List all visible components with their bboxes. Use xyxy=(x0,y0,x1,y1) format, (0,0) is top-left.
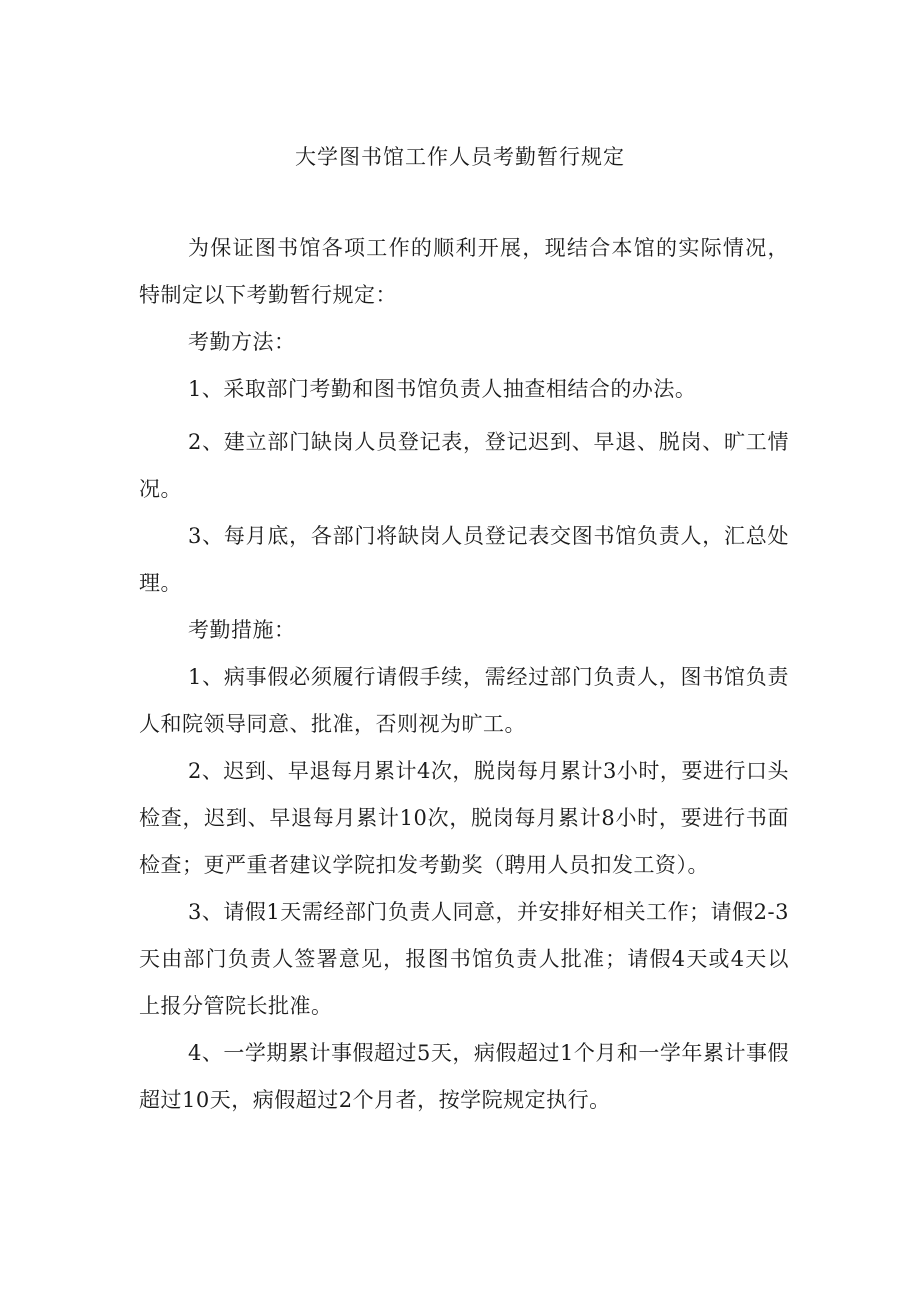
measures-item-4: 4、一学期累计事假超过5天，病假超过1个月和一学年累计事假超过10天，病假超过2个月者，按学院规定执行。 xyxy=(139,1041,789,1112)
measures-item-2: 2、迟到、早退每月累计4次，脱岗每月累计3小时，要进行口头检查，迟到、早退每月累计10次，脱岗每月累计8小时，要进行书面检查；更严重者建议学院扣发考勤奖（聘用人员扣发工资）。 xyxy=(139,759,789,877)
intro-paragraph: 为保证图书馆各项工作的顺利开展，现结合本馆的实际情况，特制定以下考勤暂行规定： xyxy=(139,236,789,307)
measures-item-1: 1、病事假必须履行请假手续，需经过部门负责人，图书馆负责人和院领导同意、批准，否则视为旷工。 xyxy=(139,665,789,736)
methods-item-3: 3、每月底，各部门将缺岗人员登记表交图书馆负责人，汇总处理。 xyxy=(139,524,789,595)
measures-heading: 考勤措施： xyxy=(188,618,296,642)
document-title: 大学图书馆工作人员考勤暂行规定 xyxy=(295,145,625,169)
methods-heading: 考勤方法： xyxy=(188,330,296,354)
measures-item-3: 3、请假1天需经部门负责人同意，并安排好相关工作；请假2-3天由部门负责人签署意见，报图书馆负责人批准；请假4天或4天以上报分管院长批准。 xyxy=(139,900,789,1018)
methods-item-2: 2、建立部门缺岗人员登记表，登记迟到、早退、脱岗、旷工情况。 xyxy=(139,430,789,501)
document-body xyxy=(139,225,789,1124)
methods-item-1: 1、采取部门考勤和图书馆负责人抽查相结合的办法。 xyxy=(188,377,697,401)
